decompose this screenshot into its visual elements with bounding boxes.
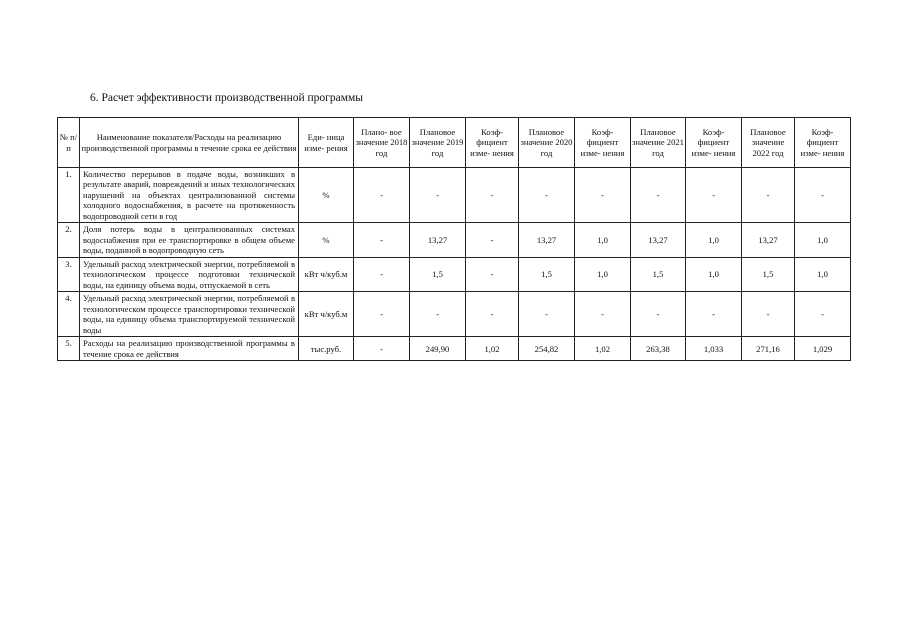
cell-plan-2022: -	[742, 292, 795, 337]
cell-coef-2021: -	[686, 292, 742, 337]
cell-plan-2019: 249,90	[410, 337, 466, 361]
row-name: Доля потерь воды в централизованных системах водоснабжения при ее транспортировке в общем объеме воды, поданной в водопроводную сеть	[80, 223, 299, 257]
cell-plan-2021: -	[631, 292, 686, 337]
cell-plan-2020: -	[519, 292, 575, 337]
row-unit: кВт ч/куб.м	[299, 257, 354, 291]
cell-coef-2020: 1,0	[575, 257, 631, 291]
cell-plan-2021: 263,38	[631, 337, 686, 361]
header-plan-2020: Плановое значение 2020 год	[519, 118, 575, 168]
cell-plan-2022: 271,16	[742, 337, 795, 361]
cell-plan-2022: 1,5	[742, 257, 795, 291]
cell-plan-2019: -	[410, 292, 466, 337]
cell-plan-2020: 254,82	[519, 337, 575, 361]
cell-plan-2021: -	[631, 168, 686, 223]
cell-plan-2019: -	[410, 168, 466, 223]
header-num: № п/п	[58, 118, 80, 168]
cell-coef-2019: 1,02	[466, 337, 519, 361]
cell-coef-2022: -	[795, 292, 851, 337]
header-coef-2022: Коэф- фициент изме- нения	[795, 118, 851, 168]
cell-plan-2021: 1,5	[631, 257, 686, 291]
row-unit: %	[299, 223, 354, 257]
cell-plan-2020: 1,5	[519, 257, 575, 291]
header-coef-2019: Коэф- фициент изме- нения	[466, 118, 519, 168]
cell-coef-2020: -	[575, 168, 631, 223]
cell-coef-2020: 1,02	[575, 337, 631, 361]
cell-coef-2019: -	[466, 292, 519, 337]
cell-coef-2020: -	[575, 292, 631, 337]
cell-coef-2022: 1,0	[795, 257, 851, 291]
cell-coef-2019: -	[466, 168, 519, 223]
section-title: 6. Расчет эффективности производственной программы	[90, 92, 364, 104]
cell-plan-2020: 13,27	[519, 223, 575, 257]
cell-coef-2021: 1,033	[686, 337, 742, 361]
header-coef-2021: Коэф- фициент изме- нения	[686, 118, 742, 168]
row-name: Удельный расход электрической энергии, потребляемой в технологическом процессе подготовки технической воды, на единицу объема воды, отпускаемой в сеть	[80, 257, 299, 291]
cell-coef-2019: -	[466, 223, 519, 257]
row-num: 1.	[58, 168, 80, 223]
table-header-row	[58, 118, 851, 168]
header-plan-2022: Плановое значение 2022 год	[742, 118, 795, 168]
header-plan-2018: Плано- вое значение 2018 год	[354, 118, 410, 168]
cell-plan-2018: -	[354, 168, 410, 223]
header-coef-2020: Коэф- фициент изме- нения	[575, 118, 631, 168]
table-row	[58, 337, 851, 361]
cell-coef-2021: -	[686, 168, 742, 223]
cell-coef-2022: 1,029	[795, 337, 851, 361]
row-unit: тыс.руб.	[299, 337, 354, 361]
header-plan-2019: Плановое значение 2019 год	[410, 118, 466, 168]
row-num: 2.	[58, 223, 80, 257]
row-num: 3.	[58, 257, 80, 291]
cell-plan-2019: 1,5	[410, 257, 466, 291]
row-unit: %	[299, 168, 354, 223]
cell-plan-2018: -	[354, 337, 410, 361]
cell-plan-2022: -	[742, 168, 795, 223]
cell-coef-2021: 1,0	[686, 223, 742, 257]
row-unit: кВт ч/куб.м	[299, 292, 354, 337]
cell-coef-2022: 1,0	[795, 223, 851, 257]
cell-plan-2019: 13,27	[410, 223, 466, 257]
header-unit: Еди- ница изме- рения	[299, 118, 354, 168]
row-num: 5.	[58, 337, 80, 361]
cell-coef-2019: -	[466, 257, 519, 291]
row-name: Расходы на реализацию производственной программы в течение срока ее действия	[80, 337, 299, 361]
table-row	[58, 257, 851, 291]
efficiency-table	[57, 117, 851, 361]
table-row	[58, 223, 851, 257]
cell-coef-2020: 1,0	[575, 223, 631, 257]
table-row	[58, 292, 851, 337]
row-name: Количество перерывов в подаче воды, возникших в результате аварий, повреждений и иных технологических нарушений на объектах централизованной системы холодного водоснабжения, в расчете на протяженность водопроводной сети в год	[80, 168, 299, 223]
cell-plan-2018: -	[354, 257, 410, 291]
cell-plan-2022: 13,27	[742, 223, 795, 257]
row-name: Удельный расход электрической энергии, потребляемой в технологическом процессе транспортировки технической воды, на единицу объема транспортируемой технической воды	[80, 292, 299, 337]
table-row	[58, 168, 851, 223]
header-plan-2021: Плановое значение 2021 год	[631, 118, 686, 168]
cell-plan-2020: -	[519, 168, 575, 223]
cell-plan-2021: 13,27	[631, 223, 686, 257]
cell-plan-2018: -	[354, 292, 410, 337]
cell-coef-2021: 1,0	[686, 257, 742, 291]
row-num: 4.	[58, 292, 80, 337]
cell-coef-2022: -	[795, 168, 851, 223]
header-name: Наименование показателя/Расходы на реализацию производственной программы в течение срока ее действия	[80, 118, 299, 168]
cell-plan-2018: -	[354, 223, 410, 257]
